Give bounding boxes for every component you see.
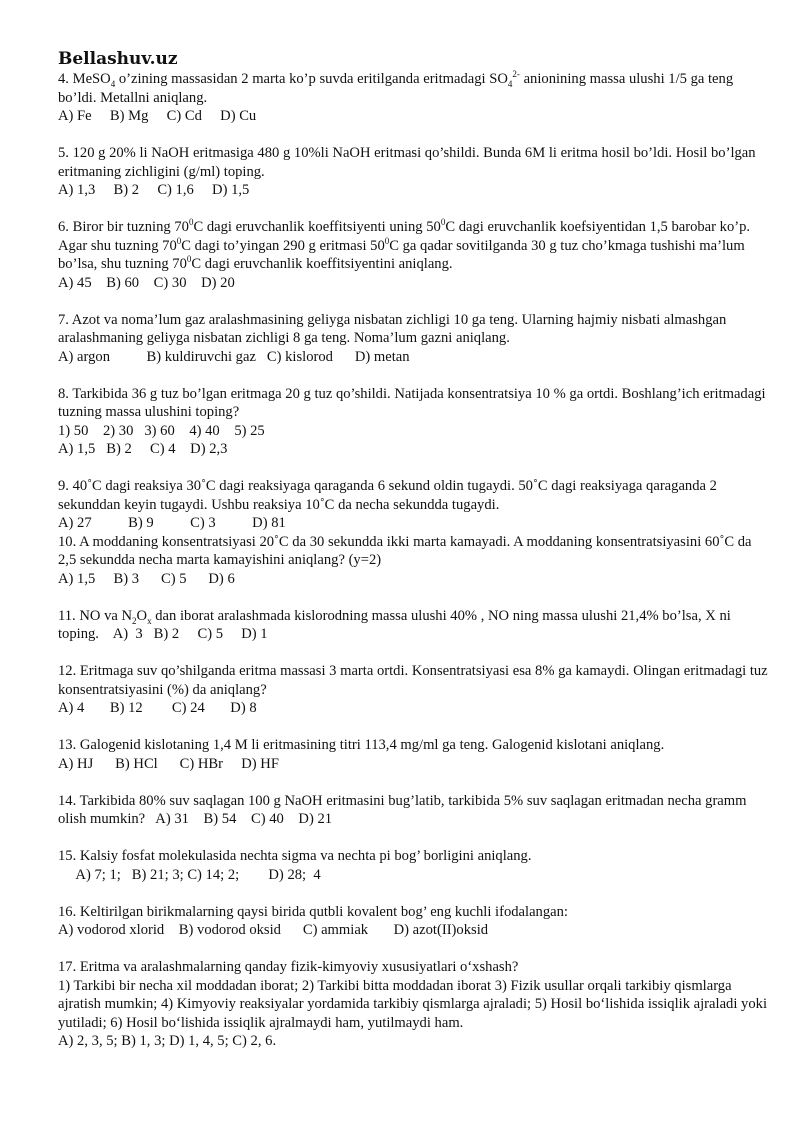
question-8-choices: 1) 50 2) 30 3) 60 4) 40 5) 25	[58, 422, 265, 439]
question-5	[58, 144, 770, 200]
question-9	[58, 477, 770, 533]
question-12-options: A) 4 B) 12 C) 24 D) 8	[58, 700, 257, 716]
question-17-text: 17. Eritma va aralashmalarning qanday fizik-kimyoviy xususiyatlari o‘xshash?	[58, 959, 519, 975]
question-6-options: A) 45 B) 60 C) 30 D) 20	[58, 274, 235, 291]
question-14-options: A) 31 B) 54 C) 40 D) 21	[145, 811, 333, 827]
question-10-text: 10. A moddaning konsentratsiyasi 20˚C da 30 sekundda ikki marta kamayadi. A moddaning konsentratsiyasini 60˚C da 2,5 sekundda necha marta kamayishini aniqlang? (y=2)	[58, 533, 752, 568]
question-6-text: 6. Biror bir tuzning $70^0C$ dagi eruvchanlik koeffitsiyenti uning $50^0C$ dagi eruvchanlik koefsiyentidan 1,5 barobar ko’p. Agar shu tuzning $70^0C$ dagi to’yingan 290 g eritmasi $50^0C$ ga qadar sovitilganda 30 g tuz cho’kmaga tushishi ma’lum bo’lsa, shu tuzning $70^0C$ dagi eruvchanlik koeffitsiyentini aniqlang.	[58, 217, 751, 272]
question-5-text: 5. 120 g 20% li NaOH eritmasiga 480 g 10%li NaOH eritmasi qo’shildi. Bunda 6M li eritma hosil bo’ldi. Hosil bo’lgan eritmaning zichligini (g/ml) toping.	[58, 145, 756, 180]
question-14	[58, 792, 770, 829]
question-11	[58, 607, 770, 644]
question-15-options: A) 7; 1; B) 21; 3; C) 14; 2; D) 28; 4	[58, 866, 321, 883]
document-page	[58, 48, 770, 1051]
question-11-text: 11. NO va $N_2O_x$ dan iborat aralashmada kislorodning massa ulushi 40% , NO ning massa ulushi 21,4% bo’lsa, X ni toping. A) 3 B) 2 C) 5 D) 1	[58, 607, 731, 642]
question-10	[58, 533, 770, 589]
question-4-text: 4. MeSO$_4$ o’zining massasidan 2 marta ko’p suvda eritilganda eritmadagi $SO_4^{2-}$ anionining massa ulushi 1/5 ga teng bo’ldi. Metallni aniqlang.	[58, 69, 734, 106]
question-17-body: 1) Tarkibi bir necha xil moddadan iborat; 2) Tarkibi bitta moddadan iborat 3) Fizik usullar orqali tarkibiy qismlarga ajratish mumkin; 4) Kimyoviy reaksiyalar yordamida tarkibiy qismlarga ajraladi; 5) Hosil bo‘lishida issiqlik ajraladi yoki yutiladi; 6) Hosil bo‘lishida issiqlik ajralmaydi ham, yutilmaydi ham.	[58, 977, 768, 1031]
question-13	[58, 736, 770, 773]
question-4	[58, 70, 770, 126]
question-4-options: A) Fe B) Mg C) Cd D) Cu	[58, 108, 257, 124]
question-12	[58, 662, 770, 718]
question-13-text: 13. Galogenid kislotaning 1,4 M li eritmasining titri 113,4 mg/ml ga teng. Galogenid kislotani aniqlang.	[58, 737, 665, 753]
question-7-text: 7. Azot va noma’lum gaz aralashmasining geliyga nisbatan zichligi 10 ga teng. Ularning hajmiy nisbati almashgan aralashmaning geliyga nisbatan zichligi 8 ga teng. Noma’lum gazni aniqlang.	[58, 311, 727, 346]
question-7-options: A) argon B) kuldiruvchi gaz C) kislorod D) metan	[58, 348, 410, 365]
question-12-text: 12. Eritmaga suv qo’shilganda eritma massasi 3 marta ortdi. Konsentratsiyasi esa 8% ga kamaydi. Olingan eritmadagi tuz konsentratsiyasini (%) da aniqlang?	[58, 663, 768, 698]
question-6	[58, 218, 770, 292]
question-9-text: 9. 40˚C dagi reaksiya 30˚C dagi reaksiyaga qaraganda 6 sekund oldin tugaydi. 50˚C dagi reaksiyaga qaraganda 2 sekunddan keyin tugaydi. Ushbu reaksiya 10˚C da necha sekundda tugaydi.	[58, 478, 717, 513]
question-10-options: A) 1,5 B) 3 C) 5 D) 6	[58, 570, 235, 587]
question-5-options: A) 1,3 B) 2 C) 1,6 D) 1,5	[58, 182, 250, 198]
question-15-text: 15. Kalsiy fosfat molekulasida nechta sigma va nechta pi bog’ borligini aniqlang.	[58, 848, 532, 864]
question-11-options: A) 3 B) 2 C) 5 D) 1	[98, 626, 268, 642]
site-title: Bellashuv.uz	[58, 49, 178, 69]
question-17	[58, 958, 770, 1051]
question-9-options: A) 27 B) 9 C) 3 D) 81	[58, 515, 286, 531]
question-8	[58, 385, 770, 459]
question-13-options: A) HJ B) HCl C) HBr D) HF	[58, 755, 279, 772]
question-17-options: A) 2, 3, 5; B) 1, 3; D) 1, 4, 5; C) 2, 6.	[58, 1033, 277, 1049]
question-16-text: 16. Keltirilgan birikmalarning qaysi birida qutbli kovalent bog’ eng kuchli ifodalangan:	[58, 903, 568, 920]
question-8-text: 8. Tarkibida 36 g tuz bo’lgan eritmaga 20 g tuz qo’shildi. Natijada konsentratsiya 10 % ga ortdi. Boshlang’ich eritmadagi tuzning massa ulushini toping?	[58, 385, 766, 420]
question-16-options: A) vodorod xlorid B) vodorod oksid C) ammiak D) azot(II)oksid	[58, 922, 489, 938]
question-7	[58, 311, 770, 367]
question-16	[58, 903, 770, 940]
question-8-options: A) 1,5 B) 2 C) 4 D) 2,3	[58, 441, 228, 457]
question-15	[58, 847, 770, 884]
question-14-text: 14. Tarkibida 80% suv saqlagan 100 g NaOH eritmasini bug’latib, tarkibida 5% suv saqlagan eritmadan necha gramm olish mumkin? A) 31 B) 54 C) 40 D) 21	[58, 792, 747, 827]
